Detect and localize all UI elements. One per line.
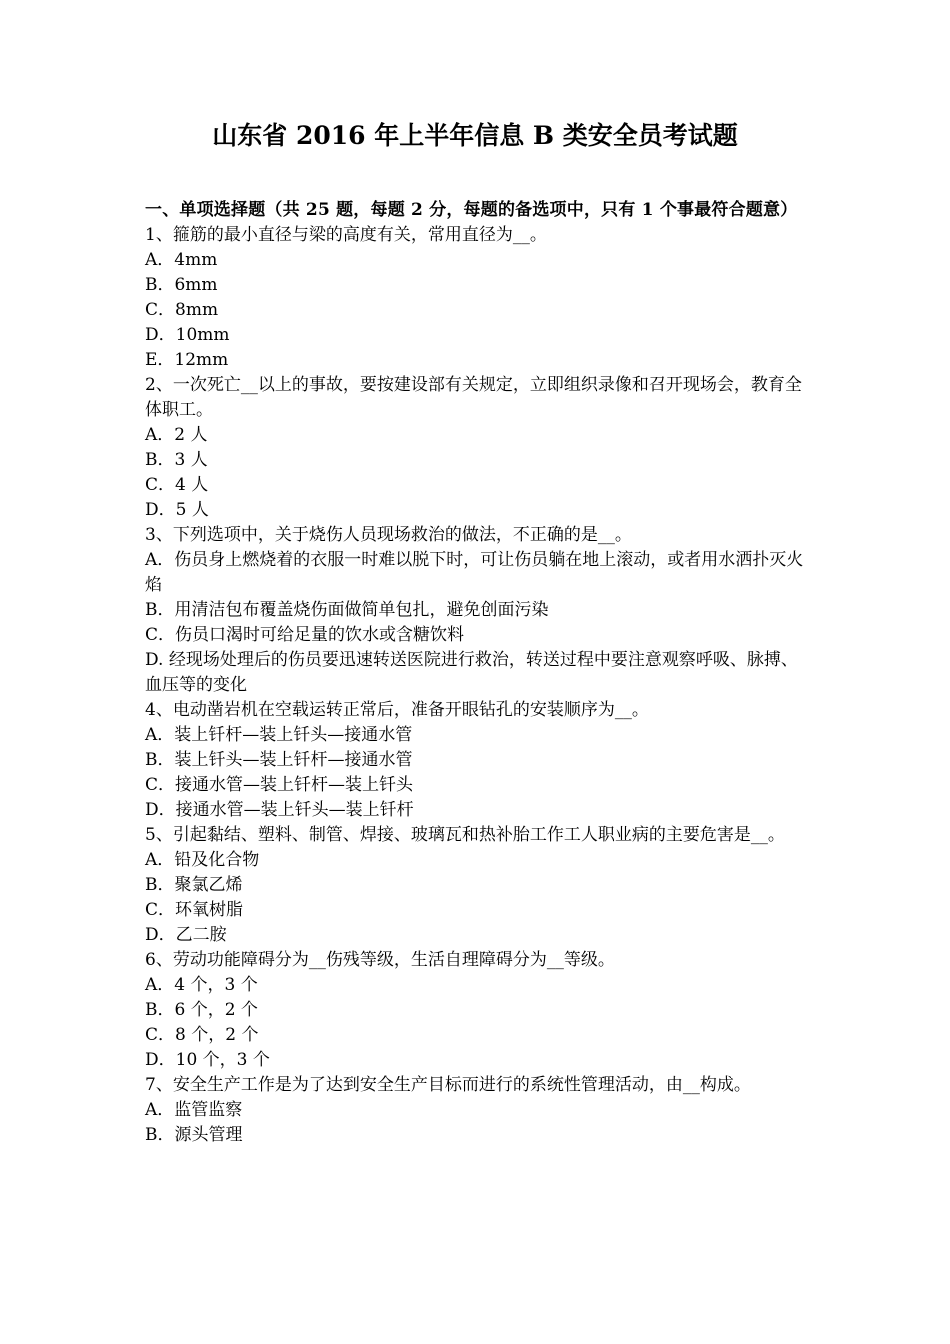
- option-d: D. 经现场处理后的伤员要迅速转送医院进行救治，转送过程中要注意观察呼吸、脉搏、血压等的变化: [145, 650, 798, 695]
- question-stem: 1、箍筋的最小直径与梁的高度有关，常用直径为__。: [145, 225, 547, 245]
- option-b: B．6 个，2 个: [145, 1000, 258, 1020]
- option-a: A．铅及化合物: [145, 850, 260, 870]
- question-stem: 2、一次死亡__以上的事故，要按建设部有关规定，立即组织录像和召开现场会，教育全体职工。: [145, 375, 802, 420]
- option-b: B．源头管理: [145, 1125, 243, 1145]
- question-6: [145, 948, 813, 1073]
- option-c: C．4 人: [145, 475, 209, 495]
- option-b: B．3 人: [145, 450, 208, 470]
- question-1: [145, 223, 813, 373]
- question-stem: 5、引起黏结、塑料、制管、焊接、玻璃瓦和热补胎工作工人职业病的主要危害是__。: [145, 825, 785, 845]
- option-d: D．接通水管—装上钎头—装上钎杆: [145, 800, 414, 820]
- option-c: C．环氧树脂: [145, 900, 244, 920]
- option-b: B．聚氯乙烯: [145, 875, 243, 895]
- option-a: A．4 个，3 个: [145, 975, 258, 995]
- document-title: 山东省 2016 年上半年信息 B 类安全员考试题: [212, 121, 738, 150]
- option-b: B．装上钎头—装上钎杆—接通水管: [145, 750, 413, 770]
- option-a: A．2 人: [145, 425, 208, 445]
- question-stem: 7、安全生产工作是为了达到安全生产目标而进行的系统性管理活动，由__构成。: [145, 1075, 751, 1095]
- question-stem: 4、电动凿岩机在空载运转正常后，准备开眼钻孔的安装顺序为__。: [145, 700, 649, 720]
- question-7: [145, 1073, 813, 1148]
- option-d: D．10 个，3 个: [145, 1050, 270, 1070]
- question-3: [145, 523, 813, 698]
- option-b: B．6mm: [145, 275, 218, 295]
- question-stem: 3、下列选项中，关于烧伤人员现场救治的做法，不正确的是__。: [145, 525, 632, 545]
- option-c: C．伤员口渴时可给足量的饮水或含糖饮料: [145, 625, 465, 645]
- question-stem: 6、劳动功能障碍分为__伤残等级，生活自理障碍分为__等级。: [145, 950, 615, 970]
- option-a: A．监管监察: [145, 1100, 243, 1120]
- option-d: D．10mm: [145, 325, 230, 345]
- option-c: C．接通水管—装上钎杆—装上钎头: [145, 775, 414, 795]
- option-a: A．装上钎杆—装上钎头—接通水管: [145, 725, 413, 745]
- option-d: D．5 人: [145, 500, 209, 520]
- question-5: [145, 823, 813, 948]
- option-c: C．8mm: [145, 300, 219, 320]
- option-e: E．12mm: [145, 350, 229, 370]
- option-b: B．用清洁包布覆盖烧伤面做简单包扎，避免创面污染: [145, 600, 549, 620]
- section-heading: 一、单项选择题（共 25 题，每题 2 分，每题的备选项中，只有 1 个事最符合题意）: [145, 200, 798, 220]
- option-d: D．乙二胺: [145, 925, 227, 945]
- option-c: C．8 个，2 个: [145, 1025, 259, 1045]
- document-body: [145, 198, 813, 1148]
- option-a: A．伤员身上燃烧着的衣服一时难以脱下时，可让伤员躺在地上滚动，或者用水洒扑灭火焰: [145, 550, 804, 595]
- question-4: [145, 698, 813, 823]
- option-a: A．4mm: [145, 250, 218, 270]
- question-2: [145, 373, 813, 523]
